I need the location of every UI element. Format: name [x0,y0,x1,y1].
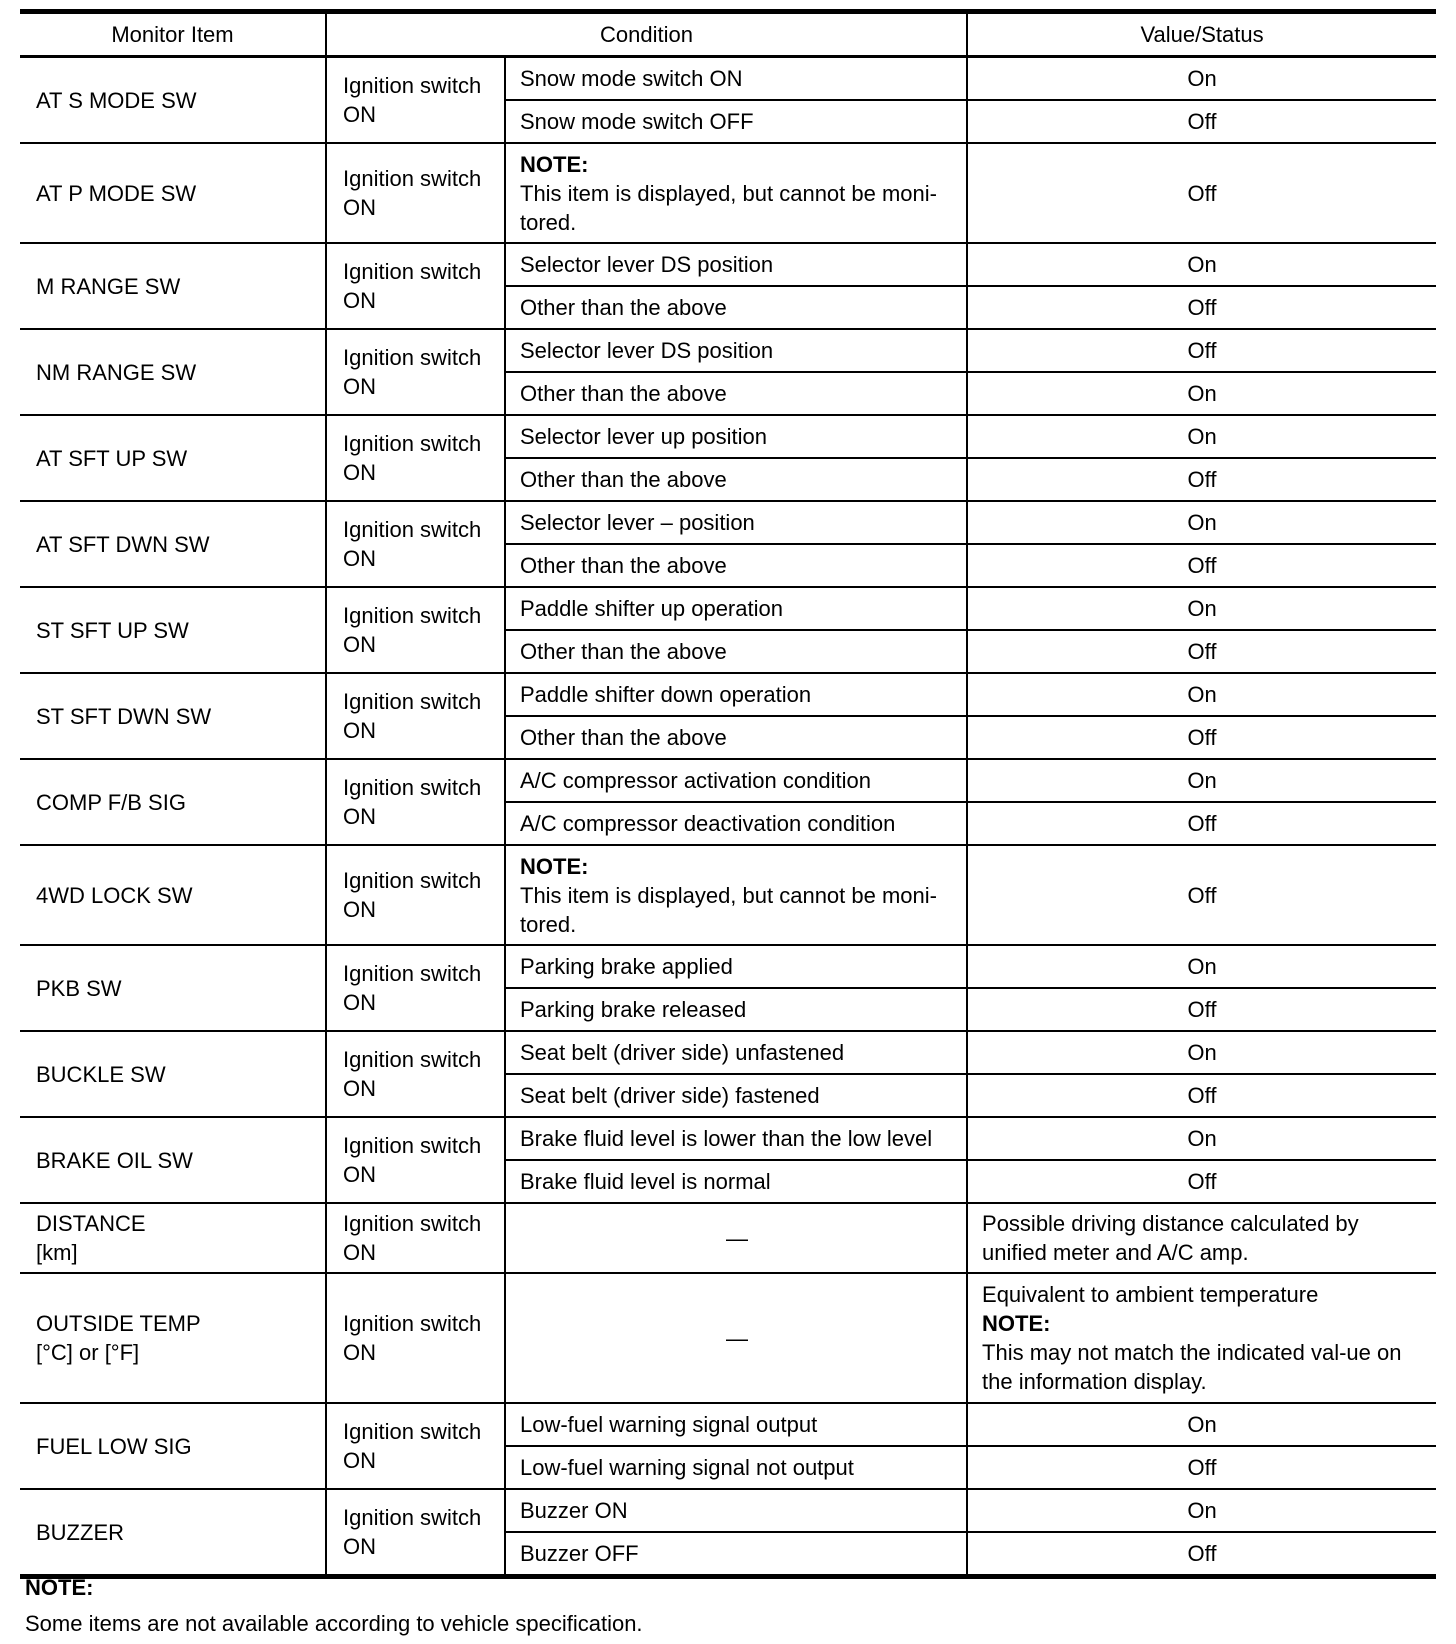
table-row [20,945,1436,988]
condition-cell: Parking brake released [505,988,967,1031]
header-condition: Condition [326,12,967,57]
ignition-cell: Ignition switch ON [326,1403,505,1489]
table-row [20,415,1436,458]
table-row [20,501,1436,544]
ignition-cell: Ignition switch ON [326,1203,505,1273]
footnote [25,1573,1425,1638]
condition-cell: Buzzer ON [505,1489,967,1532]
monitor-item-cell: ST SFT UP SW [20,587,326,673]
condition-cell: Other than the above [505,630,967,673]
condition-cell: Other than the above [505,286,967,329]
condition-cell: A/C compressor activation condition [505,759,967,802]
condition-cell: Brake fluid level is normal [505,1160,967,1203]
condition-cell: Seat belt (driver side) fastened [505,1074,967,1117]
note-text: This item is displayed, but cannot be moni-tored. [520,882,937,937]
monitor-item-cell: BUCKLE SW [20,1031,326,1117]
condition-cell: Selector lever DS position [505,329,967,372]
condition-cell: Other than the above [505,716,967,759]
condition-cell: Brake fluid level is lower than the low level [505,1117,967,1160]
value-cell: Off [967,1160,1436,1203]
table-row [20,143,1436,243]
value-cell: On [967,673,1436,716]
monitor-item-cell: AT S MODE SW [20,57,326,144]
ignition-cell: Ignition switch ON [326,415,505,501]
table-row [20,673,1436,716]
note-label: NOTE: [520,151,589,177]
condition-cell: A/C compressor deactivation condition [505,802,967,845]
value-cell: Off [967,630,1436,673]
value-cell: Off [967,1074,1436,1117]
value-cell: Off [967,100,1436,143]
monitor-item-cell: BRAKE OIL SW [20,1117,326,1203]
monitor-item-cell: NM RANGE SW [20,329,326,415]
value-cell: On [967,759,1436,802]
note-label: NOTE: [982,1311,1051,1336]
value-cell: On [967,1117,1436,1160]
table-header-row [20,12,1436,57]
condition-cell: Snow mode switch ON [505,57,967,101]
table-row [20,57,1436,101]
table-row [20,759,1436,802]
footnote-text: Some items are not available according to vehicle specification. [25,1611,643,1636]
condition-note-cell [505,143,967,243]
monitor-item-cell: ST SFT DWN SW [20,673,326,759]
table-row [20,329,1436,372]
ignition-cell: Ignition switch ON [326,1031,505,1117]
table-row [20,1403,1436,1446]
monitor-item-cell: FUEL LOW SIG [20,1403,326,1489]
value-cell: Off [967,988,1436,1031]
condition-cell: Buzzer OFF [505,1532,967,1577]
value-cell: On [967,243,1436,286]
ignition-cell: Ignition switch ON [326,329,505,415]
note-text: This item is displayed, but cannot be moni-tored. [520,180,937,235]
value-cell: On [967,415,1436,458]
table-row [20,1117,1436,1160]
value-cell: Off [967,286,1436,329]
value-cell: Off [967,1446,1436,1489]
ignition-cell: Ignition switch ON [326,587,505,673]
table-row [20,1273,1436,1403]
value-cell: On [967,945,1436,988]
monitor-item-cell: PKB SW [20,945,326,1031]
value-cell: On [967,57,1436,101]
table-row [20,1203,1436,1273]
table-row [20,243,1436,286]
value-cell: On [967,372,1436,415]
ignition-cell: Ignition switch ON [326,1489,505,1577]
ignition-cell: Ignition switch ON [326,759,505,845]
value-cell: Off [967,716,1436,759]
ignition-cell: Ignition switch ON [326,1273,505,1403]
condition-cell: Selector lever DS position [505,243,967,286]
footnote-title: NOTE: [25,1575,94,1600]
condition-cell: Selector lever up position [505,415,967,458]
condition-cell: Low-fuel warning signal output [505,1403,967,1446]
value-cell: On [967,1403,1436,1446]
table-row [20,1031,1436,1074]
ignition-cell: Ignition switch ON [326,501,505,587]
condition-cell: Other than the above [505,372,967,415]
ignition-cell: Ignition switch ON [326,945,505,1031]
ignition-cell: Ignition switch ON [326,845,505,945]
monitor-table [20,9,1436,1579]
condition-cell: Paddle shifter down operation [505,673,967,716]
monitor-item-cell: DISTANCE [km] [20,1203,326,1273]
header-value-status: Value/Status [967,12,1436,57]
condition-cell: Other than the above [505,458,967,501]
condition-dash-cell: — [505,1273,967,1403]
value-cell: Off [967,845,1436,945]
value-cell: On [967,587,1436,630]
value-cell: Possible driving distance calculated by unified meter and A/C amp. [967,1203,1436,1273]
condition-cell: Snow mode switch OFF [505,100,967,143]
monitor-item-cell: M RANGE SW [20,243,326,329]
monitor-item-cell: AT SFT UP SW [20,415,326,501]
value-cell: Off [967,802,1436,845]
condition-cell: Paddle shifter up operation [505,587,967,630]
condition-cell: Other than the above [505,544,967,587]
value-cell: On [967,1031,1436,1074]
value-cell: Off [967,1532,1436,1577]
monitor-item-cell: 4WD LOCK SW [20,845,326,945]
condition-cell: Seat belt (driver side) unfastened [505,1031,967,1074]
monitor-item-cell: OUTSIDE TEMP [°C] or [°F] [20,1273,326,1403]
note-label: NOTE: [520,853,589,879]
table-row [20,587,1436,630]
value-cell: Off [967,143,1436,243]
monitor-item-cell: BUZZER [20,1489,326,1577]
condition-cell: Parking brake applied [505,945,967,988]
condition-cell: Selector lever – position [505,501,967,544]
value-cell: Off [967,544,1436,587]
ignition-cell: Ignition switch ON [326,673,505,759]
ignition-cell: Ignition switch ON [326,1117,505,1203]
ignition-cell: Ignition switch ON [326,143,505,243]
ignition-cell: Ignition switch ON [326,243,505,329]
condition-cell: Low-fuel warning signal not output [505,1446,967,1489]
table-row [20,1489,1436,1532]
table-row [20,845,1436,945]
value-cell: Equivalent to ambient temperature NOTE: This may not match the indicated val-ue on the information display. [967,1273,1436,1403]
monitor-item-cell: COMP F/B SIG [20,759,326,845]
condition-dash-cell: — [505,1203,967,1273]
value-cell: Off [967,458,1436,501]
condition-note-cell [505,845,967,945]
header-monitor-item: Monitor Item [20,12,326,57]
ignition-cell: Ignition switch ON [326,57,505,144]
value-cell: On [967,1489,1436,1532]
value-cell: Off [967,329,1436,372]
value-cell: On [967,501,1436,544]
monitor-item-cell: AT SFT DWN SW [20,501,326,587]
monitor-item-cell: AT P MODE SW [20,143,326,243]
